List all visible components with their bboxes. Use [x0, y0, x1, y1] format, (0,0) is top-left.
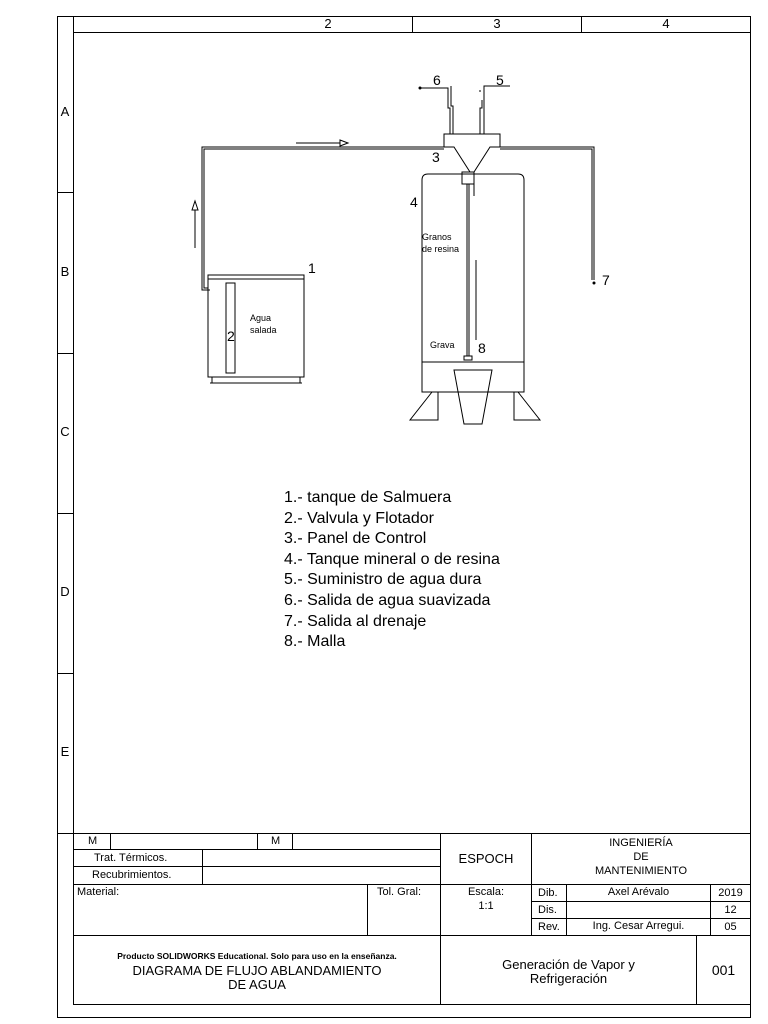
- material-label: Material:: [77, 886, 120, 898]
- callout-1: 1: [308, 260, 316, 276]
- component-legend: [284, 488, 500, 653]
- gravel-label: Grava: [430, 340, 455, 350]
- zone-row-e: E: [60, 744, 70, 759]
- title-block-m1: M: [88, 835, 98, 847]
- recubrimientos-label: Recubrimientos.: [92, 869, 172, 881]
- escala-value: 1:1: [478, 900, 494, 912]
- legend-item: 2.- Valvula y Flotador: [284, 509, 434, 527]
- institution-name: ESPOCH: [458, 851, 514, 866]
- drawing-title: DIAGRAMA DE FLUJO ABLANDAMIENTO DE AGUA: [132, 963, 382, 992]
- callout-2: 2: [227, 328, 235, 344]
- legend-item: 8.- Malla: [284, 633, 346, 651]
- zone-row-d: D: [60, 584, 70, 599]
- watermark-text: Producto SOLIDWORKS Educational. Solo para uso en la enseñanza.: [117, 951, 397, 961]
- zone-row-c: C: [60, 424, 70, 439]
- callout-7: 7: [602, 272, 610, 288]
- dib-label: Dib.: [538, 887, 558, 899]
- callout-8: 8: [478, 340, 486, 356]
- legend-item: 3.- Panel de Control: [284, 530, 427, 548]
- department-name: INGENIERÍA DE MANTENIMIENTO: [594, 837, 688, 877]
- dis-label: Dis.: [538, 904, 557, 916]
- zone-column-4: 4: [662, 16, 670, 31]
- dib-value: 2019: [718, 887, 743, 899]
- rev-label: Rev.: [538, 921, 560, 933]
- sheet-number: 001: [711, 962, 736, 978]
- zone-row-b: B: [60, 264, 70, 279]
- title-block-m2: M: [271, 835, 281, 847]
- legend-item: 7.- Salida al drenaje: [284, 612, 427, 630]
- zone-column-3: 3: [493, 16, 501, 31]
- zone-column-2: 2: [324, 16, 332, 31]
- process-diagram: [192, 86, 594, 424]
- callout-3: 3: [432, 149, 440, 165]
- trat-termicos-label: Trat. Térmicos.: [94, 852, 168, 864]
- resin-label: Granos de resina: [422, 232, 460, 254]
- callout-6: 6: [433, 72, 441, 88]
- course-name: Generación de Vapor y Refrigeración: [502, 957, 635, 986]
- zone-row-a: A: [60, 104, 70, 119]
- tol-gral-label: Tol. Gral:: [377, 886, 422, 898]
- legend-item: 4.- Tanque mineral o de resina: [284, 550, 500, 568]
- legend-item: 6.- Salida de agua suavizada: [284, 591, 491, 609]
- callout-4: 4: [410, 194, 418, 210]
- legend-item: 5.- Suministro de agua dura: [284, 571, 482, 589]
- dis-value: 12: [724, 904, 737, 916]
- callout-5: 5: [496, 72, 504, 88]
- legend-item: 1.- tanque de Salmuera: [284, 489, 452, 506]
- rev-value: 05: [724, 921, 737, 933]
- escala-label: Escala:: [467, 886, 505, 898]
- rev-name: Ing. Cesar Arregui.: [592, 920, 685, 932]
- brine-tank-label: Agua salada: [250, 313, 277, 335]
- dib-name: Axel Arévalo: [607, 886, 670, 898]
